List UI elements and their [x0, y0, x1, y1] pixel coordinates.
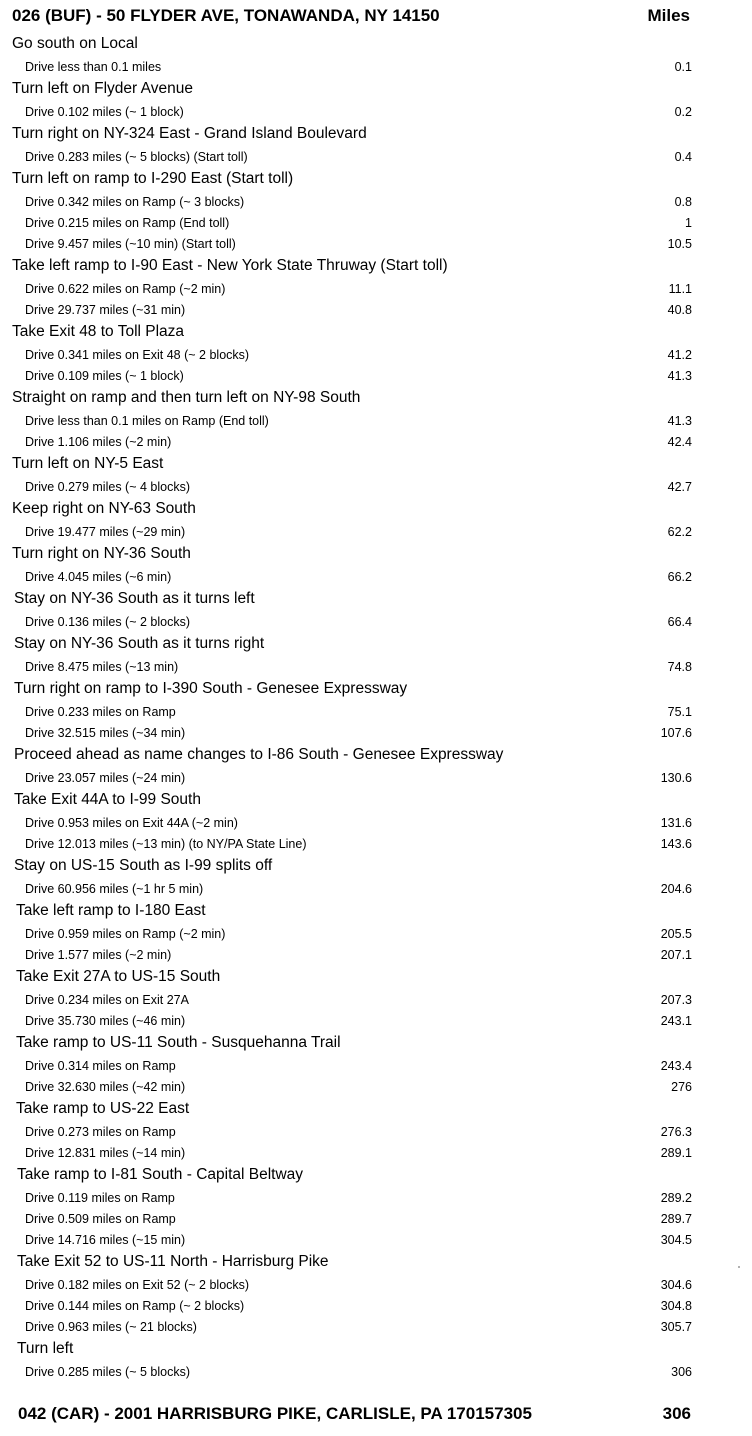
step-row: [0, 170, 752, 193]
step-instruction: Take ramp to US-22 East: [16, 1100, 190, 1117]
leg-row: [0, 1233, 752, 1254]
step-instruction: Turn left: [17, 1340, 74, 1357]
total-miles: 306: [662, 1404, 691, 1423]
cumulative-miles: 62.2: [667, 525, 692, 539]
leg-row: [0, 726, 752, 747]
leg-row: [0, 282, 752, 303]
cumulative-miles: 11.1: [668, 282, 692, 296]
leg-description: Drive less than 0.1 miles: [25, 60, 162, 74]
cumulative-miles: 143.6: [660, 837, 692, 851]
cumulative-miles: 0.8: [674, 195, 692, 209]
leg-row: [0, 216, 752, 237]
leg-description: Drive 35.730 miles (~46 min): [25, 1014, 186, 1028]
leg-row: [0, 660, 752, 681]
leg-description: Drive 0.109 miles (~ 1 block): [25, 369, 184, 383]
leg-description: Drive 0.283 miles (~ 5 blocks) (Start toll): [25, 150, 248, 164]
leg-row: [0, 195, 752, 216]
step-instruction: Stay on US-15 South as I-99 splits off: [14, 857, 273, 874]
step-row: [0, 1340, 752, 1363]
leg-row: [0, 1212, 752, 1233]
destination-address: 042 (CAR) - 2001 HARRISBURG PIKE, CARLISLE, PA 170157305: [18, 1404, 532, 1423]
leg-row: [0, 60, 752, 81]
leg-description: Drive 0.279 miles (~ 4 blocks): [25, 480, 190, 494]
leg-row: [0, 615, 752, 636]
cumulative-miles: 74.8: [667, 660, 692, 674]
leg-row: [0, 1320, 752, 1341]
step-instruction: Go south on Local: [12, 35, 138, 52]
step-instruction: Turn right on ramp to I-390 South - Genesee Expressway: [14, 680, 408, 697]
leg-description: Drive 14.716 miles (~15 min): [25, 1233, 186, 1247]
cumulative-miles: 0.4: [674, 150, 692, 164]
leg-description: Drive 1.106 miles (~2 min): [25, 435, 172, 449]
step-row: [0, 323, 752, 346]
step-row: [0, 1100, 752, 1123]
step-instruction: Turn left on NY-5 East: [12, 455, 164, 472]
leg-row: [0, 525, 752, 546]
cumulative-miles: 243.4: [660, 1059, 692, 1073]
leg-description: Drive 0.273 miles on Ramp: [25, 1125, 176, 1139]
step-row: [0, 35, 752, 58]
cumulative-miles: 66.4: [667, 615, 692, 629]
leg-description: Drive 0.953 miles on Exit 44A (~2 min): [25, 816, 238, 830]
footer-row: [0, 1404, 752, 1428]
leg-row: [0, 1080, 752, 1101]
cumulative-miles: 207.1: [660, 948, 692, 962]
leg-description: Drive 0.622 miles on Ramp (~2 min): [25, 282, 226, 296]
header-row: [0, 6, 752, 30]
leg-row: [0, 882, 752, 903]
cumulative-miles: 130.6: [660, 771, 692, 785]
step-row: [0, 968, 752, 991]
step-instruction: Take Exit 52 to US-11 North - Harrisburg Pike: [17, 1253, 329, 1270]
cumulative-miles: 276: [671, 1080, 692, 1094]
leg-row: [0, 1125, 752, 1146]
leg-description: Drive 32.630 miles (~42 min): [25, 1080, 186, 1094]
cumulative-miles: 0.1: [674, 60, 692, 74]
leg-description: Drive 0.233 miles on Ramp: [25, 705, 176, 719]
leg-row: [0, 1146, 752, 1167]
leg-description: Drive 0.234 miles on Exit 27A: [25, 993, 189, 1007]
leg-description: Drive 0.341 miles on Exit 48 (~ 2 blocks): [25, 348, 250, 362]
leg-description: Drive 0.144 miles on Ramp (~ 2 blocks): [25, 1299, 245, 1313]
leg-description: Drive 60.956 miles (~1 hr 5 min): [25, 882, 204, 896]
step-instruction: Stay on NY-36 South as it turns right: [14, 635, 265, 652]
cumulative-miles: 1: [685, 216, 692, 230]
step-instruction: Take ramp to I-81 South - Capital Beltway: [17, 1166, 304, 1183]
cumulative-miles: 131.6: [660, 816, 692, 830]
leg-row: [0, 414, 752, 435]
step-row: [0, 80, 752, 103]
leg-row: [0, 105, 752, 126]
leg-row: [0, 237, 752, 258]
leg-description: Drive 0.182 miles on Exit 52 (~ 2 blocks): [25, 1278, 250, 1292]
step-instruction: Take Exit 27A to US-15 South: [16, 968, 221, 985]
step-row: [0, 1034, 752, 1057]
leg-description: Drive 0.963 miles (~ 21 blocks): [25, 1320, 197, 1334]
leg-description: Drive 0.119 miles on Ramp: [25, 1191, 175, 1205]
step-row: [0, 680, 752, 703]
leg-row: [0, 348, 752, 369]
cumulative-miles: 0.2: [674, 105, 692, 119]
leg-description: Drive 0.959 miles on Ramp (~2 min): [25, 927, 226, 941]
cumulative-miles: 305.7: [660, 1320, 692, 1334]
leg-row: [0, 816, 752, 837]
step-row: [0, 1166, 752, 1189]
step-instruction: Turn right on NY-36 South: [12, 545, 191, 562]
cumulative-miles: 204.6: [660, 882, 692, 896]
leg-description: Drive 0.215 miles on Ramp (End toll): [25, 216, 230, 230]
cumulative-miles: 10.5: [667, 237, 692, 251]
leg-description: Drive 1.577 miles (~2 min): [25, 948, 172, 962]
leg-row: [0, 480, 752, 501]
step-instruction: Take Exit 44A to I-99 South: [14, 791, 201, 808]
leg-row: [0, 1059, 752, 1080]
step-instruction: Proceed ahead as name changes to I-86 South - Genesee Expressway: [14, 746, 504, 763]
cumulative-miles: 107.6: [660, 726, 692, 740]
step-row: [0, 389, 752, 412]
leg-row: [0, 993, 752, 1014]
cumulative-miles: 289.7: [660, 1212, 692, 1226]
step-row: [0, 902, 752, 925]
step-row: [0, 257, 752, 280]
step-row: [0, 455, 752, 478]
step-row: [0, 1253, 752, 1276]
cumulative-miles: 304.5: [660, 1233, 692, 1247]
leg-description: Drive 4.045 miles (~6 min): [25, 570, 172, 584]
step-row: [0, 857, 752, 880]
cumulative-miles: 243.1: [660, 1014, 692, 1028]
leg-row: [0, 1014, 752, 1035]
leg-row: [0, 771, 752, 792]
step-instruction: Stay on NY-36 South as it turns left: [14, 590, 255, 607]
leg-row: [0, 837, 752, 858]
step-row: [0, 500, 752, 523]
leg-description: Drive 9.457 miles (~10 min) (Start toll): [25, 237, 236, 251]
step-instruction: Turn left on Flyder Avenue: [12, 80, 193, 97]
step-row: [0, 635, 752, 658]
leg-row: [0, 369, 752, 390]
miles-column-header: Miles: [647, 6, 690, 25]
leg-row: [0, 927, 752, 948]
step-instruction: Straight on ramp and then turn left on NY-98 South: [12, 389, 361, 406]
leg-description: Drive 12.831 miles (~14 min): [25, 1146, 186, 1160]
leg-row: [0, 705, 752, 726]
cumulative-miles: 289.1: [660, 1146, 692, 1160]
leg-row: [0, 1278, 752, 1299]
cumulative-miles: 304.6: [660, 1278, 692, 1292]
leg-description: Drive 19.477 miles (~29 min): [25, 525, 186, 539]
leg-description: Drive 0.102 miles (~ 1 block): [25, 105, 184, 119]
cumulative-miles: 42.4: [667, 435, 692, 449]
leg-description: Drive 0.509 miles on Ramp: [25, 1212, 176, 1226]
step-instruction: Keep right on NY-63 South: [12, 500, 196, 517]
cumulative-miles: 207.3: [660, 993, 692, 1007]
leg-row: [0, 1299, 752, 1320]
step-row: [0, 125, 752, 148]
cumulative-miles: 276.3: [660, 1125, 692, 1139]
cumulative-miles: 41.3: [667, 414, 692, 428]
origin-address: 026 (BUF) - 50 FLYDER AVE, TONAWANDA, NY 14150: [12, 6, 440, 25]
scan-speck: [738, 1266, 740, 1268]
step-row: [0, 590, 752, 613]
leg-description: Drive 0.136 miles (~ 2 blocks): [25, 615, 190, 629]
leg-description: Drive less than 0.1 miles on Ramp (End toll): [25, 414, 269, 428]
leg-description: Drive 0.285 miles (~ 5 blocks): [25, 1365, 190, 1379]
step-instruction: Take ramp to US-11 South - Susquehanna Trail: [16, 1034, 341, 1051]
leg-row: [0, 1365, 752, 1386]
step-row: [0, 746, 752, 769]
cumulative-miles: 40.8: [667, 303, 692, 317]
cumulative-miles: 42.7: [667, 480, 692, 494]
cumulative-miles: 66.2: [667, 570, 692, 584]
leg-row: [0, 150, 752, 171]
leg-description: Drive 32.515 miles (~34 min): [25, 726, 186, 740]
cumulative-miles: 306: [671, 1365, 692, 1379]
step-instruction: Take left ramp to I-180 East: [16, 902, 206, 919]
step-row: [0, 545, 752, 568]
leg-row: [0, 948, 752, 969]
step-instruction: Take left ramp to I-90 East - New York State Thruway (Start toll): [12, 257, 448, 274]
step-instruction: Take Exit 48 to Toll Plaza: [12, 323, 185, 340]
leg-description: Drive 12.013 miles (~13 min) (to NY/PA State Line): [25, 837, 307, 851]
cumulative-miles: 289.2: [660, 1191, 692, 1205]
leg-description: Drive 0.342 miles on Ramp (~ 3 blocks): [25, 195, 245, 209]
cumulative-miles: 41.3: [667, 369, 692, 383]
leg-row: [0, 570, 752, 591]
leg-row: [0, 1191, 752, 1212]
leg-row: [0, 435, 752, 456]
cumulative-miles: 41.2: [667, 348, 692, 362]
step-row: [0, 791, 752, 814]
leg-description: Drive 0.314 miles on Ramp: [25, 1059, 176, 1073]
cumulative-miles: 205.5: [660, 927, 692, 941]
step-instruction: Turn left on ramp to I-290 East (Start toll): [12, 170, 294, 187]
cumulative-miles: 75.1: [667, 705, 692, 719]
leg-description: Drive 23.057 miles (~24 min): [25, 771, 186, 785]
leg-row: [0, 303, 752, 324]
step-instruction: Turn right on NY-324 East - Grand Island Boulevard: [12, 125, 367, 142]
leg-description: Drive 29.737 miles (~31 min): [25, 303, 186, 317]
cumulative-miles: 304.8: [660, 1299, 692, 1313]
leg-description: Drive 8.475 miles (~13 min): [25, 660, 179, 674]
